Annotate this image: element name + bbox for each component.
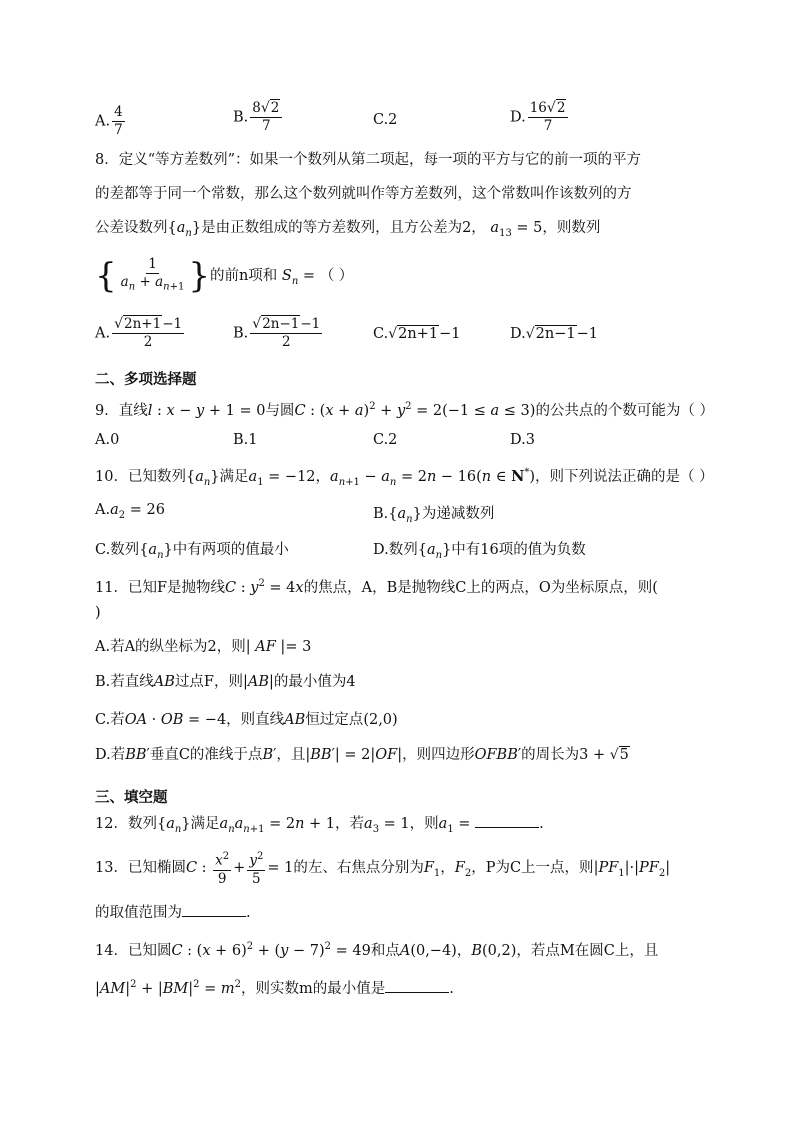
q10-option-c[interactable]: C.数列$\{a_n\}$中有两项的值最小 <box>95 542 289 561</box>
fraction: $\frac{√2n+1-1}{2}$ <box>114 316 183 350</box>
fraction: $\frac{4}{7}$ <box>114 104 123 138</box>
q9-stem: 9．直线l : x − y + 1 = 0与圆C : $(x + a)^2 + y^2 = 2(-1 \le a \le 3)$的公共点的个数可能为（ ） <box>95 401 715 419</box>
q14-stem-line2: $|AM|^2 + |BM|^2 = m^2$，则实数m的最小值是 . <box>95 979 454 997</box>
q10-option-a[interactable]: $A.a_2 = 26$ <box>95 502 165 521</box>
answer-blank[interactable] <box>182 902 246 917</box>
q11-option-a[interactable]: A.若A的纵坐标为2，则| AF |= 3 <box>95 639 312 655</box>
q14-stem-line1: 14．已知圆C : $(x + 6)^2 + (y - 7)^2 = 49$和点A(0,−4)，B(0,2)，若点M在圆C上，且 <box>95 941 659 959</box>
q9-option-c[interactable]: C.2 <box>373 432 398 448</box>
q7-option-a[interactable]: A. $\frac{4}{7}$ <box>95 104 123 138</box>
q10-option-d[interactable]: D.数列$\{a_n\}$中有16项的值为负数 <box>373 542 586 561</box>
section-heading-fill-in: 三、填空题 <box>95 790 168 806</box>
answer-blank[interactable] <box>385 978 449 993</box>
q9-option-a[interactable]: A.0 <box>95 432 120 448</box>
q11-option-b[interactable]: B.若直线AB过点F，则|AB|的最小值为4 <box>95 674 356 690</box>
q10-stem: 10．已知数列$\{a_n\}$满足$a_1 = -12$，$a_{n+1} - a_n = 2n - 16(n$ ∈ N*)，则下列说法正确的是（ ） <box>95 467 714 488</box>
q7-option-d[interactable]: D. $\frac{16√2}{7}$ <box>510 100 570 135</box>
q8-option-b[interactable]: B. $\frac{√2n-1-1}{2}$ <box>233 316 321 350</box>
fraction: $\frac{1}{a_n + a_{n+1}}$ <box>120 256 185 293</box>
q13-stem-line2: 的取值范围为 . <box>95 902 251 923</box>
q9-option-d[interactable]: D.3 <box>510 432 535 448</box>
fraction: $\frac{16√2}{7}$ <box>528 100 569 135</box>
fraction: $\frac{8√2}{7}$ <box>250 100 282 135</box>
q7-option-c[interactable]: C.2 <box>373 112 398 128</box>
q11-stem-line1: 11．已知F是抛物线C : $y^2 = 4x$的焦点，A，B是抛物线C上的两点，O为坐标原点，则( <box>95 578 658 596</box>
section-heading-multiple-choice: 二、多项选择题 <box>95 372 197 388</box>
q8-line1: 8．定义“等方差数列”：如果一个数列从第二项起，每一项的平方与它的前一项的平方 <box>95 152 642 168</box>
q8-option-d[interactable]: D.√2n−1−1 <box>510 326 598 342</box>
q11-stem-line2: ) <box>95 605 101 621</box>
q11-option-d[interactable]: D.若BB′垂直C的准线于点B′，且|BB′| = 2|OF|，则四边形OFBB′的周长为3 + √5 <box>95 747 629 763</box>
q10-option-b[interactable]: $B.\{a_n\}$为递减数列 <box>373 506 495 525</box>
q8-line2: 的差都等于同一个常数，那么这个数列就叫作等方差数列，这个常数叫作该数列的方 <box>95 186 632 202</box>
q8-line3: 公差设数列$\{a_n\}$是由正数组成的等方差数列，且方公差为2， $a_{13} = 5$，则数列 <box>95 220 601 239</box>
q8-option-c[interactable]: C.√2n+1−1 <box>373 326 461 342</box>
q9-option-b[interactable]: B.1 <box>233 432 258 448</box>
q11-option-c[interactable]: C.若OA · OB = −4，则直线AB恒过定点(2,0) <box>95 712 398 728</box>
fraction: $\frac{√2n-1-1}{2}$ <box>252 316 321 350</box>
q13-stem-line1: 13．已知椭圆C : $\frac{x^2}{9}$ + $\frac{y^2}{5}$ = 1的左、右焦点分别为$F_1$，$F_2$，P为C上一点，则$|PF_1|\cdot|PF_2|$ <box>95 848 670 894</box>
q8-option-a[interactable]: A. $\frac{√2n+1-1}{2}$ <box>95 316 183 350</box>
q7-option-b[interactable]: B. $\frac{8√2}{7}$ <box>233 100 284 135</box>
q12-stem: 12．数列$\{a_n\}$满足$a_na_{n+1} = 2n + 1$，若$a_3 = 1$，则$a_1$ = . <box>95 813 544 840</box>
q8-line4: { $\frac{1}{a_n + a_{n+1}}$ }的前n项和 $S_n$ = （ ） <box>95 255 354 296</box>
answer-blank[interactable] <box>475 813 539 828</box>
